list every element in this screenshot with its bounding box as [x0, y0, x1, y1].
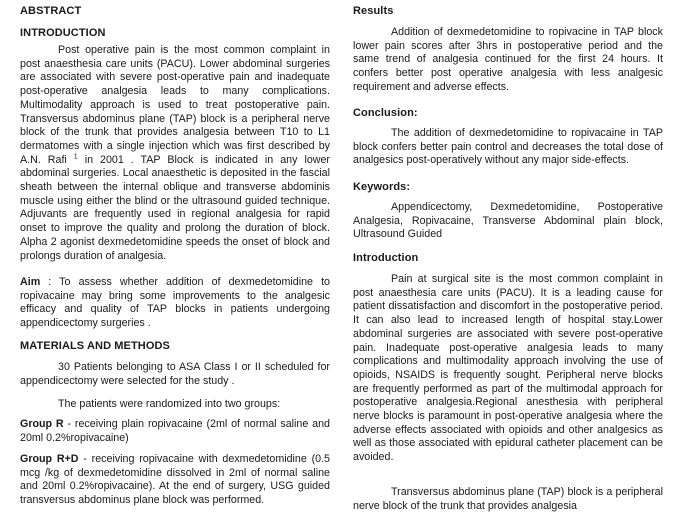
aim-text: : To assess whether addition of dexmedetomidine to ropivacaine may bring some improvements to the analgesic efficacy and quality of TAP blocks in patients undergoing appendicectomy surgeries .: [20, 276, 330, 330]
conclusion-paragraph: The addition of dexmedetomidine to ropivacaine in TAP block confers better pain control and decreases the total dose of analgesics post-operatively without any major side-effects.: [353, 127, 663, 167]
methods-paragraph-2: The patients were randomized into two groups:: [58, 398, 281, 410]
group-r-paragraph: [20, 418, 330, 445]
intro-paragraph-right: Pain at surgical site is the most common complaint in post anaesthesia care units (PACU). It is a leading cause for patient dissatisfaction and discomfort in the postoperative period. It can also lead to increased length of hospital stay.Lower abdominal surgeries are associated with severe post-operative pain. Inadequate post-operative analgesia leads to many complications and multimodality approach involving the use of opioids, NSAIDS is frequently sought. Peripheral nerve blocks are frequently performed as part of the multimodal approach for postoperative analgesia.Regional anesthesia with peripheral nerve blocks is paramount in post-operative analgesia where the adverse effects associated with opioids and other analgesics as well as those associated with epidural catheter placement can be avoided.: [353, 273, 663, 464]
methods-heading: MATERIALS AND METHODS: [20, 340, 170, 352]
aim-paragraph: [20, 276, 330, 331]
group-rd-text: - receiving ropivacaine with dexmedetomidine (0.5 mcg /kg of dexmedetomidine dissolved in 2ml of normal saline and 20ml 0.2%ropivacaine). At the end of surgery, USG guided transversus abdominus plane block was performed.: [20, 453, 330, 507]
reference-mark: 1: [73, 153, 78, 161]
group-r-label: Group R: [20, 418, 64, 430]
group-rd-label: Group R+D: [20, 453, 79, 465]
keywords-heading: Keywords:: [353, 181, 411, 193]
introduction-heading: INTRODUCTION: [20, 27, 106, 39]
methods-paragraph-1: 30 Patients belonging to ASA Class I or II scheduled for appendicectomy were selected for the study .: [20, 361, 330, 387]
results-heading: Results: [353, 5, 394, 17]
group-r-text: - receiving plain ropivacaine (2ml of normal saline and 20ml 0.2%ropivacaine): [20, 418, 330, 444]
results-paragraph: Addition of dexmedetomidine to ropivacine in TAP block lower pain scores after 3hrs in postoperative period and the same trend of analgesia continued for the first 24 hours. It confers better post operative analgesia with less analgesic requirement and adverse effects.: [353, 26, 663, 93]
abstract-heading: ABSTRACT: [20, 5, 82, 17]
group-rd-paragraph: [20, 453, 330, 508]
intro-paragraph: [20, 44, 330, 263]
introduction-heading-right: Introduction: [353, 252, 419, 264]
intro-text: Post operative pain is the most common complaint in post anaesthesia care units (PACU). Lower abdominal surgeries are associated with severe post-operative pain and inadequate post-operative analgesia leads to many complications. Multimodality approach is used to treat postoperative pain. Transversus abdominus plane (TAP) block is a peripheral nerve block of the trunk that provides analgesia between T10 to L1 dermatomes with a single injection which was first described by A.N. Rafi: [20, 44, 330, 166]
intro-paragraph-right-2: Transversus abdominus plane (TAP) block is a peripheral nerve block of the trunk that provides analgesia: [353, 486, 663, 512]
aim-label: Aim: [20, 276, 41, 288]
keywords-paragraph: Appendicectomy, Dexmedetomidine, Postoperative Analgesia, Ropivacaine, Transverse Abdominal plain block, Ultrasound Guided: [353, 201, 663, 241]
intro-text-cont: in 2001 . TAP Block is indicated in any lower abdominal surgeries. Local anaesthetic is deposited in the fascial sheath between the internal oblique and transverse abdominis muscle using either the blind or the ultrasound guided technique. Adjuvants are frequently used in regional analgesia for rapid onset to improve the quality and prolong the duration of block. Alpha 2 agonist dexmedetomidine speeds the onset of block and prolongs duration of analgesia.: [20, 153, 330, 262]
conclusion-heading: Conclusion:: [353, 107, 418, 119]
